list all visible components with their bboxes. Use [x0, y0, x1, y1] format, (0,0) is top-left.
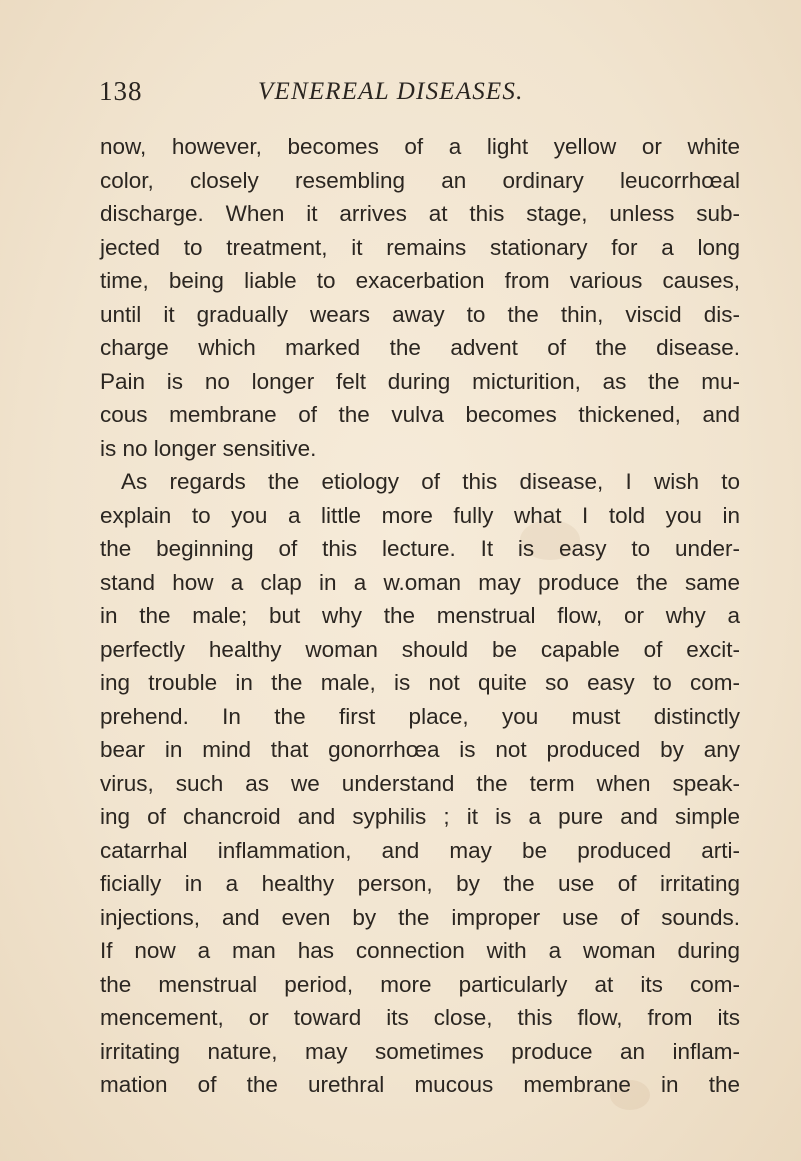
text-line: color, closely resembling an ordinary leucorrhœal — [100, 167, 740, 193]
text-line: in the male; but why the menstrual flow, or why a — [100, 603, 740, 628]
text-line: stand how a clap in a w.oman may produce the same — [100, 569, 740, 595]
text-line: mation of the urethral mucous membrane in the — [100, 1072, 740, 1097]
text-line: ing trouble in the male, is not quite so easy to com- — [100, 670, 740, 695]
text-line: charge which marked the advent of the disease. — [100, 335, 740, 360]
text-line: the beginning of this lecture. It is easy to under- — [100, 536, 740, 561]
text-line: time, being liable to exacerbation from various causes, — [100, 268, 740, 293]
text-line: ficially in a healthy person, by the use of irritating — [100, 871, 740, 896]
text-line: irritating nature, may sometimes produce an inflam- — [100, 1038, 740, 1064]
text-line: cous membrane of the vulva becomes thickened, and — [100, 402, 740, 427]
text-line: catarrhal inflammation, and may be produced arti- — [100, 837, 740, 863]
text-line: ing of chancroid and syphilis ; it is a pure and simple — [100, 804, 740, 829]
text-line: jected to treatment, it remains stationary for a long — [100, 234, 740, 260]
text-line: until it gradually wears away to the thin, viscid dis- — [100, 301, 740, 327]
text-line: injections, and even by the improper use of sounds. — [100, 904, 740, 930]
text-line: As regards the etiology of this disease, I wish to — [121, 469, 740, 494]
text-line: mencement, or toward its close, this flow, from its — [100, 1005, 740, 1030]
text-line: virus, such as we understand the term when speak- — [100, 770, 740, 796]
text-line: bear in mind that gonorrhœa is not produced by any — [100, 737, 740, 762]
page-header — [99, 76, 739, 116]
page-number: 138 — [99, 76, 143, 106]
text-line: now, however, becomes of a light yellow or white — [100, 134, 740, 159]
text-line: Pain is no longer felt during micturition, as the mu- — [100, 368, 740, 394]
body-text — [100, 130, 740, 1102]
text-line: explain to you a little more fully what I told you in — [100, 502, 740, 528]
text-line: prehend. In the first place, you must distinctly — [100, 703, 740, 729]
text-line: If now a man has connection with a woman during — [100, 938, 740, 963]
text-line: discharge. When it arrives at this stage, unless sub- — [100, 201, 740, 226]
running-title: VENEREAL DISEASES. — [258, 78, 524, 105]
text-line: perfectly healthy woman should be capable of excit- — [100, 636, 740, 662]
text-line: is no longer sensitive. — [100, 435, 317, 461]
text-line: the menstrual period, more particularly at its com- — [100, 971, 740, 997]
